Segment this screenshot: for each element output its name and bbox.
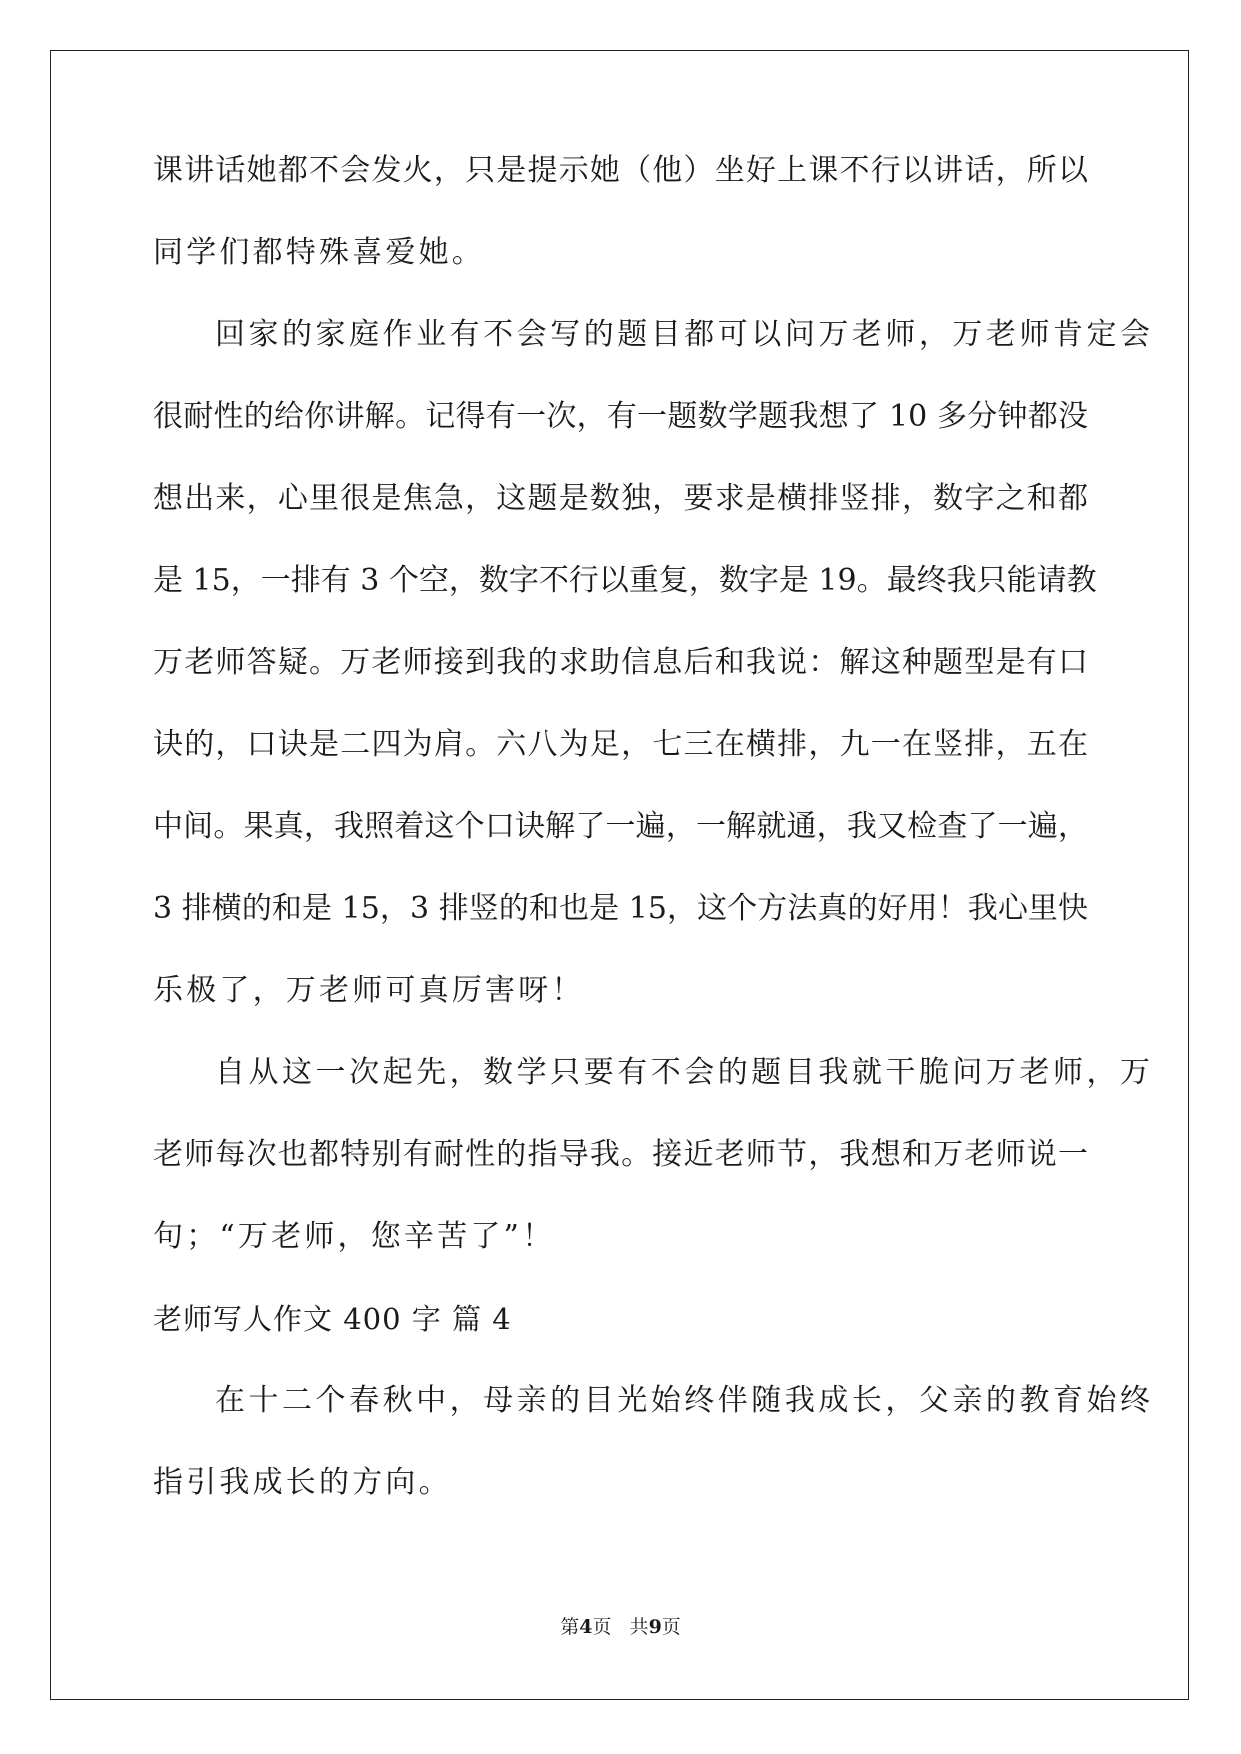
section-heading: 老师写人作文 400 字 篇 4 [153,1302,512,1336]
text-line: 课讲话她都不会发火，只是提示她（他）坐好上课不行以讲话，所以 [153,153,1088,188]
paragraph-start: 回家的家庭作业有不会写的题目都可以问万老师，万老师肯定会 [215,317,1150,352]
text-line: 同学们都特殊喜爱她。 [153,235,485,270]
text-line: 句；“万老师，您辛苦了”！ [153,1219,556,1254]
current-page-number: 4 [579,1616,593,1638]
paragraph-start: 在十二个春秋中，母亲的目光始终伴随我成长，父亲的教育始终 [215,1383,1150,1418]
document-body [153,153,1150,1550]
footer-suffix: 页 [661,1616,681,1638]
footer-prefix: 第 [560,1616,580,1638]
total-page-number: 9 [648,1616,662,1638]
text-line: 老师每次也都特别有耐性的指导我。接近老师节，我想和万老师说一 [153,1137,1088,1172]
text-line: 诀的，口诀是二四为肩。六八为足，七三在横排，九一在竖排，五在 [153,727,1088,762]
paragraph-start: 自从这一次起先，数学只要有不会的题目我就干脆问万老师，万 [215,1055,1150,1090]
text-line: 乐极了，万老师可真厉害呀！ [153,973,585,1008]
text-line: 是 15，一排有 3 个空，数字不行以重复，数字是 19。最终我只能请教 [153,563,1097,598]
text-line: 很耐性的给你讲解。记得有一次，有一题数学题我想了 10 多分钟都没 [153,399,1088,434]
text-line: 3 排横的和是 15，3 排竖的和也是 15，这个方法真的好用！我心里快 [153,891,1088,926]
text-line: 指引我成长的方向。 [153,1465,452,1500]
text-line: 中间。果真，我照着这个口诀解了一遍，一解就通，我又检查了一遍， [153,809,1088,844]
text-line: 万老师答疑。万老师接到我的求助信息后和我说：解这种题型是有口 [153,645,1088,680]
page-footer [0,1617,1241,1637]
text-line: 想出来，心里很是焦急，这题是数独，要求是横排竖排，数字之和都 [153,481,1088,516]
footer-mid: 页 共 [592,1616,649,1638]
